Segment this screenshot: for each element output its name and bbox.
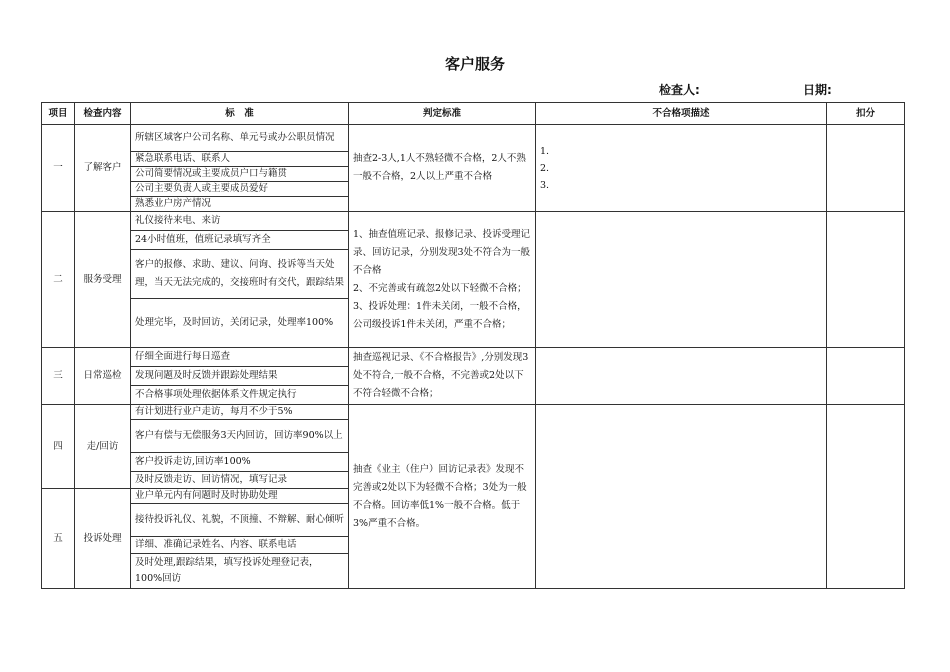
section-content: 服务受理	[75, 212, 131, 348]
standard-cell: 不合格事项处理依据体系文件规定执行	[131, 386, 349, 405]
standard-cell: 业户单元内有问题时及时协助处理	[131, 489, 349, 504]
standard-cell: 发现问题及时反馈并跟踪处理结果	[131, 367, 349, 386]
desc-line: 2.	[540, 162, 550, 174]
section-number: 五	[42, 489, 75, 589]
standard-cell: 有计划进行业户走访，每月不少于5%	[131, 405, 349, 420]
deduction-cell[interactable]	[827, 405, 905, 589]
standard-cell: 客户有偿与无偿服务3天内回访，回访率90%以上	[131, 420, 349, 453]
page-title: 客户服务	[444, 55, 505, 73]
header-item: 项目	[42, 103, 75, 125]
standard-cell: 熟悉业户房产情况	[131, 197, 349, 212]
nonconformity-cell[interactable]	[536, 405, 827, 589]
standard-cell: 客户的报修、求助、建议、问询、投诉等当天处理，当天无法完成的，交接班时有交代，跟踪结果	[131, 250, 349, 299]
header-judgement: 判定标准	[349, 103, 536, 125]
section-number: 三	[42, 348, 75, 405]
nonconformity-cell[interactable]	[536, 348, 827, 405]
header-deduction: 扣分	[827, 103, 905, 125]
standard-cell: 详细、准确记录姓名、内容、联系电话	[131, 537, 349, 554]
table-row	[42, 405, 905, 420]
nonconformity-cell	[536, 125, 827, 212]
date-label: 日期:	[803, 83, 832, 97]
section-number: 一	[42, 125, 75, 212]
section-content: 走/回访	[75, 405, 131, 489]
deduction-cell[interactable]	[827, 348, 905, 405]
judgement-point: 2、不完善或有疏忽2处以下轻微不合格；	[353, 282, 527, 294]
table-row	[42, 212, 905, 231]
section-content: 投诉处理	[75, 489, 131, 589]
judgement-cell: 抽查《业主（住户）回访记录表》发现不完善或2处以下为轻微不合格；3处为一般不合格。回访率低1%一般不合格。低于3%严重不合格。	[349, 405, 536, 589]
standard-cell: 紧急联系电话、联系人	[131, 152, 349, 167]
standard-cell: 客户投诉走访,回访率100%	[131, 453, 349, 472]
header-standard: 标 准	[131, 103, 349, 125]
deduction-cell[interactable]	[827, 212, 905, 348]
header-content: 检查内容	[75, 103, 131, 125]
standard-cell: 公司主要负责人或主要成员爱好	[131, 182, 349, 197]
standard-cell: 接待投诉礼仪、礼貌，不顶撞、不辩解、耐心倾听	[131, 504, 349, 537]
standard-cell: 礼仪接待来电、来访	[131, 212, 349, 231]
standard-cell: 24小时值班，值班记录填写齐全	[131, 231, 349, 250]
standard-cell: 仔细全面进行每日巡查	[131, 348, 349, 367]
deduction-cell[interactable]	[827, 125, 905, 212]
table-row	[42, 348, 905, 367]
standard-cell: 公司简要情况或主要成员户口与籍贯	[131, 167, 349, 182]
header-nonconformity: 不合格项描述	[536, 103, 827, 125]
standard-cell: 所辖区域客户公司名称、单元号或办公职员情况	[131, 125, 349, 152]
inspector-label: 检查人:	[659, 83, 700, 97]
section-content: 了解客户	[75, 125, 131, 212]
judgement-point: 3、投诉处理：1件未关闭，一般不合格，公司级投诉1件未关闭，严重不合格；	[353, 300, 527, 330]
section-content: 日常巡检	[75, 348, 131, 405]
inspection-table	[41, 102, 905, 589]
nonconformity-cell[interactable]	[536, 212, 827, 348]
section-number: 四	[42, 405, 75, 489]
desc-line: 1.	[540, 145, 550, 157]
standard-cell: 及时反馈走访、回访情况，填写记录	[131, 472, 349, 489]
table-header-row	[42, 103, 905, 125]
judgement-cell: 抽查巡视记录、《不合格报告》,分别发现3处不符合,一般不合格，不完善或2处以下不符合轻微不合格；	[349, 348, 536, 405]
judgement-point: 1、抽查值班记录、报修记录、投诉受理记录、回访记录，分别发现3处不符合为一般不合格	[353, 228, 531, 276]
standard-cell: 及时处理,跟踪结果，填写投诉处理登记表，100%回访	[131, 554, 349, 589]
desc-line: 3.	[540, 179, 550, 191]
judgement-cell	[349, 212, 536, 348]
judgement-cell: 抽查2-3人,1人不熟轻微不合格，2人不熟一般不合格，2人以上严重不合格	[349, 125, 536, 212]
standard-cell: 处理完毕，及时回访，关闭记录，处理率100%	[131, 299, 349, 348]
section-number: 二	[42, 212, 75, 348]
table-row	[42, 125, 905, 152]
